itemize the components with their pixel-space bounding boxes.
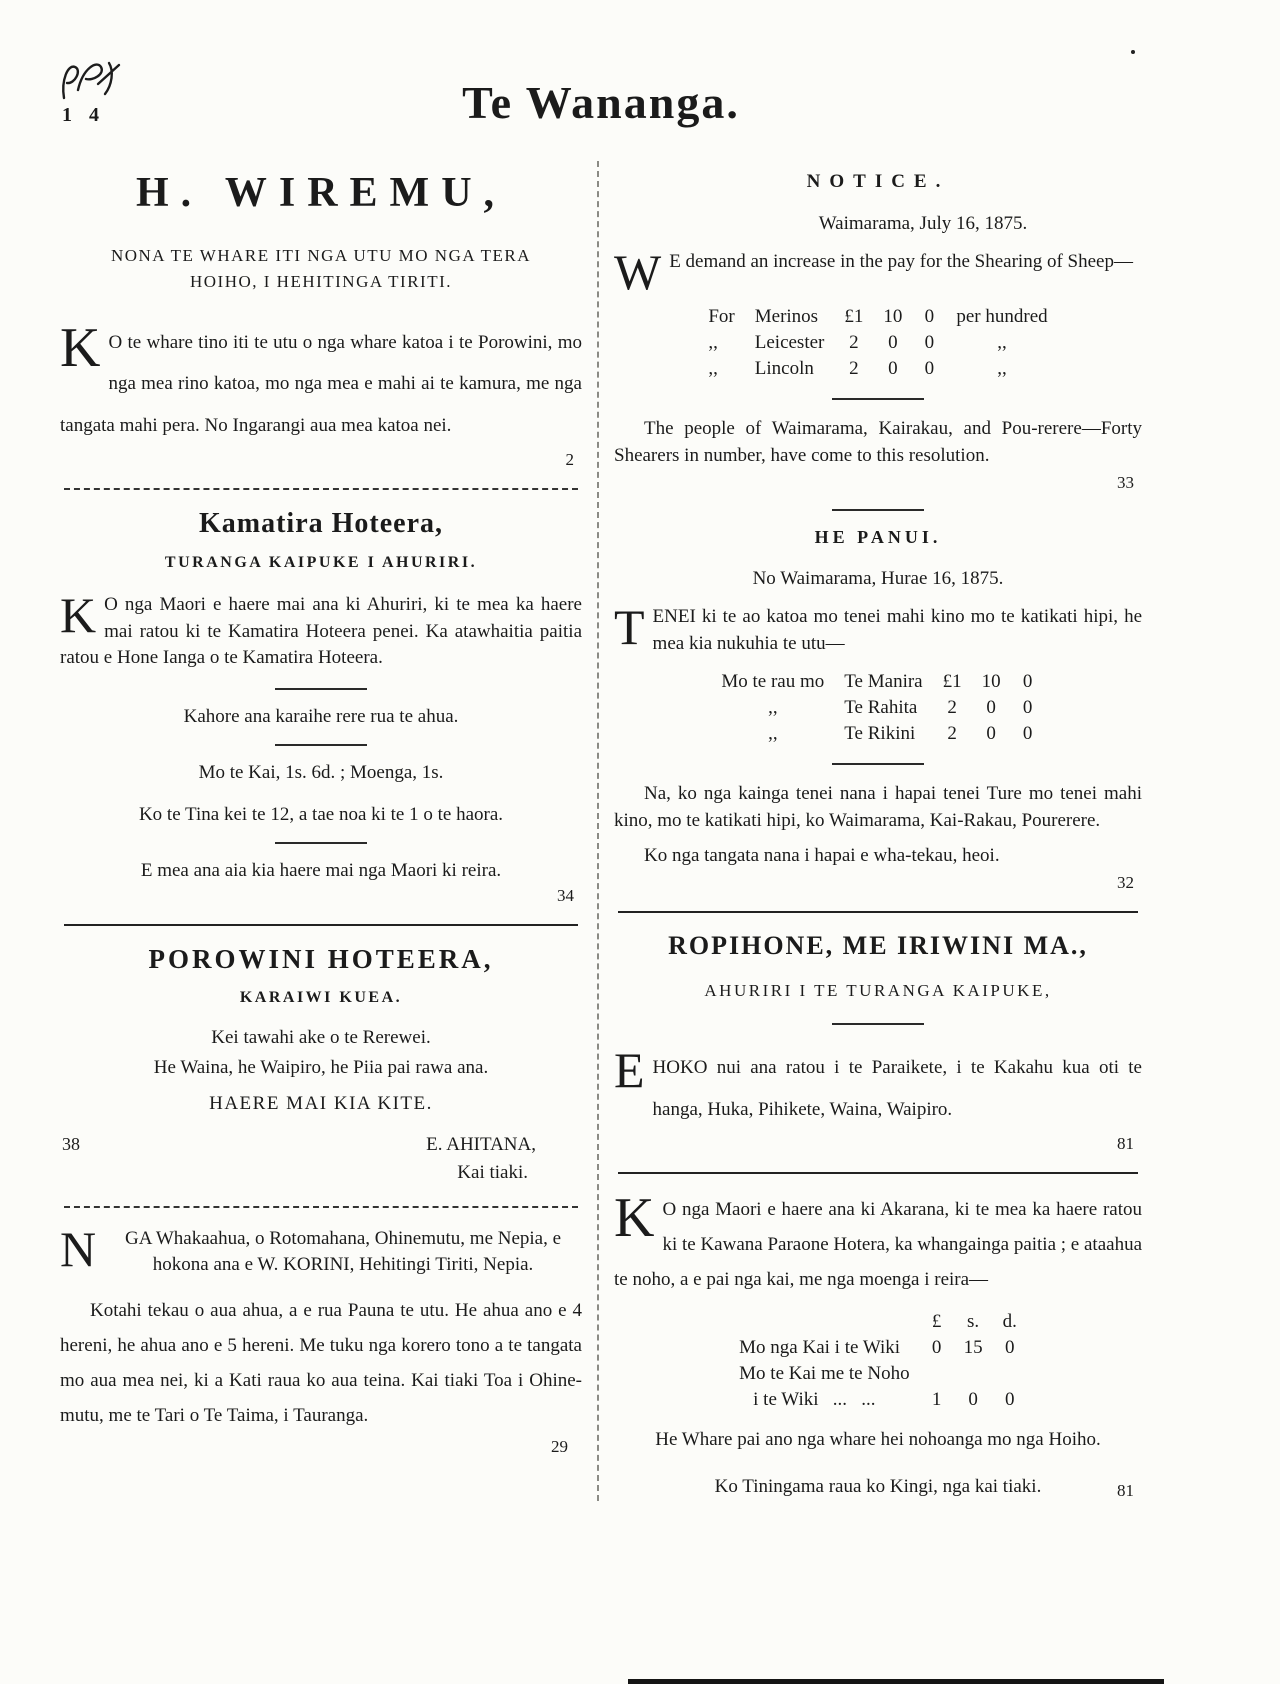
whakaahua-intro-text: GA Whakaahua, o Rotomahana, Ohinemutu, me Nepia, e hokona ana e W. KORINI, Hehitingi Tiriti, Nepia. xyxy=(125,1227,562,1276)
table-cell: 1 xyxy=(931,1389,942,1411)
table-row xyxy=(711,669,1044,695)
table-cell: Mo te rau mo xyxy=(721,671,825,693)
table-cell: 0 xyxy=(986,723,996,745)
notice-dropcap: W xyxy=(614,244,662,300)
table-cell: per hundred xyxy=(956,306,1048,327)
kamatira-subheading: TURANGA KAIPUKE I AHURIRI. xyxy=(164,553,478,571)
kamatira-line: Kahore ana karaihe rere rua te ahua. xyxy=(183,705,459,727)
table-cell: 2 xyxy=(947,723,957,745)
ref-number: 81 xyxy=(1117,1133,1134,1153)
kamatira-line: Ko te Tina kei te 12, a tae noa ki te 1 o te haora. xyxy=(138,803,504,825)
signature-role: Kai tiaki. xyxy=(457,1162,528,1184)
panui-dateline: No Waimarama, Hurae 16, 1875. xyxy=(752,568,1004,590)
horizontal-rule xyxy=(618,1172,1138,1174)
wiremu-subheading xyxy=(60,243,582,296)
table-cell: Mo nga Kai i te Wiki xyxy=(739,1337,901,1359)
notice-body-text: E demand an increase in the pay for the Shearing of Sheep— xyxy=(669,251,1133,272)
ropihone-subheading: AHURIRI I TE TURANGA KAIPUKE, xyxy=(704,981,1052,1001)
ref-number: 38 xyxy=(62,1133,80,1154)
horizontal-rule xyxy=(275,688,367,690)
table-row xyxy=(711,695,1044,721)
table-row xyxy=(711,721,1044,747)
page-bottom-ref: 81 xyxy=(1117,1480,1134,1500)
ropihone-heading: ROPIHONE, ME IRIWINI MA., xyxy=(668,931,1088,961)
table-cell: 0 xyxy=(1022,723,1033,745)
notice-body xyxy=(614,244,1142,300)
horizontal-rule xyxy=(275,842,367,844)
whakaahua-body: Kotahi tekau o aua ahua, a e rua Pauna te utu. He ahua ano e 4 hereni, he ahua ano e 5 hereni. Me tuku nga korero tono a te tangata mo aua mea nei, ki a Kati raua ko aua teina. Kai tiaki Toa i Ohine-mutu, me te Tari o Te Taima, i Tauranga. xyxy=(60,1299,582,1427)
ref-number: 32 xyxy=(1117,873,1134,893)
table-cell: 0 xyxy=(924,306,935,327)
wiremu-body xyxy=(60,316,582,446)
horizontal-rule xyxy=(64,1206,578,1208)
table-cell xyxy=(920,1361,954,1387)
table-cell: 0 xyxy=(888,332,898,353)
table-cell: 10 xyxy=(883,306,903,327)
section-wiremu xyxy=(60,169,582,470)
table-cell: For xyxy=(708,306,735,327)
table-cell: Te Manira xyxy=(844,671,923,693)
section-porowini xyxy=(60,944,582,1188)
table-cell: 0 xyxy=(986,697,996,719)
table-cell: s. xyxy=(967,1311,980,1333)
top-left-page-number: 1 4 xyxy=(62,104,105,126)
horizontal-rule xyxy=(64,924,578,926)
notice-price-table xyxy=(698,304,1057,382)
ropihone-dropcap2: K xyxy=(614,1186,655,1249)
porowini-line: Kei tawahi ake o te Rerewei. xyxy=(211,1026,431,1048)
table-row xyxy=(729,1361,1027,1387)
table-cell: £1 xyxy=(942,671,962,693)
porowini-signature xyxy=(60,1131,582,1188)
table-cell: £1 xyxy=(844,306,864,327)
table-cell: 0 xyxy=(1022,671,1033,693)
table-cell: Lincoln xyxy=(754,358,814,379)
section-notice xyxy=(614,171,1142,493)
table-cell: i te Wiki ... ... xyxy=(753,1389,876,1411)
kamatira-body-text: O nga Maori e haere mai ana ki Ahuriri, ki te mea ka haere mai ratou ki te Kamatira Hoteera penei. Ka atawhaitia paitia ratou e Hone Ianga o te Kamatira Hoteera. xyxy=(60,593,582,669)
porowini-line: He Waina, he Waipiro, he Piia pai rawa ana. xyxy=(153,1056,489,1078)
hotel-price-table xyxy=(729,1309,1027,1413)
horizontal-rule xyxy=(832,1023,924,1025)
table-row xyxy=(698,356,1057,382)
table-cell: 15 xyxy=(963,1337,983,1359)
table-cell: Mo te Kai me te Noho xyxy=(739,1363,910,1385)
table-cell: 2 xyxy=(849,332,859,353)
ref-number: 34 xyxy=(557,885,574,905)
table-cell: 2 xyxy=(947,697,957,719)
ref-number: 33 xyxy=(1117,473,1134,493)
table-cell: 0 xyxy=(931,1337,942,1359)
table-cell xyxy=(729,1309,919,1335)
table-cell: 2 xyxy=(849,358,859,379)
section-ropihone xyxy=(614,931,1142,1500)
porowini-heading: POROWINI HOTEERA, xyxy=(148,943,494,974)
table-cell: 0 xyxy=(1004,1337,1015,1359)
wiremu-heading: H. WIREMU, xyxy=(135,170,507,216)
table-cell: ,, xyxy=(997,358,1007,379)
table-row xyxy=(698,330,1057,356)
table-cell: 10 xyxy=(981,671,1001,693)
table-cell: ,, xyxy=(997,332,1007,353)
ropihone-body xyxy=(614,1042,1142,1130)
ropihone-closing-line: Ko Tiningama raua ko Kingi, nga kai tiaki. xyxy=(714,1475,1042,1497)
table-cell xyxy=(954,1361,993,1387)
table-cell: Te Rikini xyxy=(844,723,916,745)
column-divider xyxy=(597,161,599,1501)
horizontal-rule xyxy=(275,744,367,746)
kamatira-line: Mo te Kai, 1s. 6d. ; Moenga, 1s. xyxy=(198,761,444,783)
notice-dateline: Waimarama, July 16, 1875. xyxy=(818,213,1028,234)
ropihone-body2 xyxy=(614,1186,1142,1297)
wiremu-subheading-line1: NONA TE WHARE ITI NGA UTU MO NGA TERA xyxy=(110,246,532,265)
table-cell: £ xyxy=(931,1311,942,1333)
horizontal-rule xyxy=(832,398,924,400)
ropihone-body-text: HOKO nui ana ratou i te Paraikete, i te Kakahu kua oti te hanga, Huka, Pihikete, Waina, Waipiro. xyxy=(652,1057,1142,1120)
wiremu-dropcap: K xyxy=(60,316,101,379)
wiremu-subheading-line2: HOIHO, I HEHITINGA TIRITI. xyxy=(189,272,452,292)
horizontal-rule xyxy=(832,509,924,511)
ropihone-paragraph: He Whare pai ano nga whare hei nohoanga mo nga Hoiho. xyxy=(655,1429,1101,1451)
table-cell: 0 xyxy=(1004,1389,1015,1411)
kamatira-dropcap: K xyxy=(60,586,97,643)
porowini-subheading: KARAIWI KUEA. xyxy=(239,988,403,1006)
table-cell: d. xyxy=(1002,1311,1017,1333)
section-panui xyxy=(614,527,1142,893)
panui-paragraph: Na, ko nga kainga tenei nana i hapai tenei Ture mo tenei mahi kino, mo te katikati hipi, ko Waimarama, Kai-Rakau, Pourerere. xyxy=(614,783,1142,831)
kamatira-body xyxy=(60,586,582,672)
porowini-line: HAERE MAI KIA KITE. xyxy=(209,1092,433,1114)
whakaahua-intro xyxy=(60,1220,582,1279)
masthead-title: Te Wananga. xyxy=(462,77,740,128)
table-row xyxy=(729,1309,1027,1335)
table-row xyxy=(698,304,1057,330)
table-row xyxy=(729,1387,1027,1413)
section-whakaahua xyxy=(60,1220,582,1458)
notice-paragraph: The people of Waimarama, Kairakau, and Pou-rerere—Forty Shearers in number, have come to this resolution. xyxy=(614,418,1142,466)
panui-price-table xyxy=(711,669,1044,747)
table-cell: Te Rahita xyxy=(844,697,918,719)
left-column xyxy=(60,155,582,1501)
ropihone-body2-text: O nga Maori e haere ana ki Akarana, ki te mea ka haere ratou ki te Kawana Paraone Hotera, ka whangainga paitia ; e ataahua te noho, a e pai nga kai, me nga moenga i reira— xyxy=(614,1198,1142,1291)
table-cell: 0 xyxy=(1022,697,1033,719)
table-cell: ,, xyxy=(708,358,718,379)
table-row xyxy=(729,1335,1027,1361)
table-cell xyxy=(993,1361,1027,1387)
table-cell: ,, xyxy=(768,723,778,745)
table-cell: Merinos xyxy=(754,306,819,327)
ropihone-dropcap: E xyxy=(614,1042,645,1099)
kamatira-line: E mea ana aia kia haere mai nga Maori ki reira. xyxy=(140,859,502,881)
table-cell: ,, xyxy=(708,332,718,353)
whakaahua-dropcap: N xyxy=(60,1220,97,1277)
horizontal-rule xyxy=(64,488,578,490)
table-cell: 0 xyxy=(968,1389,978,1411)
section-kamatira xyxy=(60,508,582,906)
panui-heading: HE PANUI. xyxy=(814,527,942,548)
right-column xyxy=(614,155,1142,1501)
notice-heading: NOTICE. xyxy=(806,171,950,192)
table-cell: 0 xyxy=(924,332,935,353)
table-cell: 0 xyxy=(924,358,935,379)
ref-number: 29 xyxy=(551,1437,568,1457)
horizontal-rule xyxy=(618,911,1138,913)
signature-name: E. AHITANA, xyxy=(426,1133,536,1155)
panui-body-text: ENEI ki te ao katoa mo tenei mahi kino mo te katikati hipi, he mea kia nukuhia te utu— xyxy=(652,606,1142,654)
table-cell: ,, xyxy=(768,697,778,719)
table-cell: Leicester xyxy=(754,332,825,353)
table-cell: 0 xyxy=(888,358,898,379)
scan-edge-artifact xyxy=(628,1679,1164,1684)
panui-body xyxy=(614,599,1142,657)
ref-number: 2 xyxy=(565,449,574,469)
wiremu-body-text: O te whare tino iti te utu o nga whare katoa i te Porowini, mo nga mea rino katoa, mo nga mea e mahi ai te kamura, me nga tangata mahi pera. No Ingarangi aua mea katoa nei. xyxy=(60,331,582,436)
horizontal-rule xyxy=(832,763,924,765)
panui-dropcap: T xyxy=(614,599,645,656)
panui-line: Ko nga tangata nana i hapai e wha-tekau, heoi. xyxy=(644,844,1000,866)
kamatira-heading: Kamatira Hoteera, xyxy=(198,507,444,539)
